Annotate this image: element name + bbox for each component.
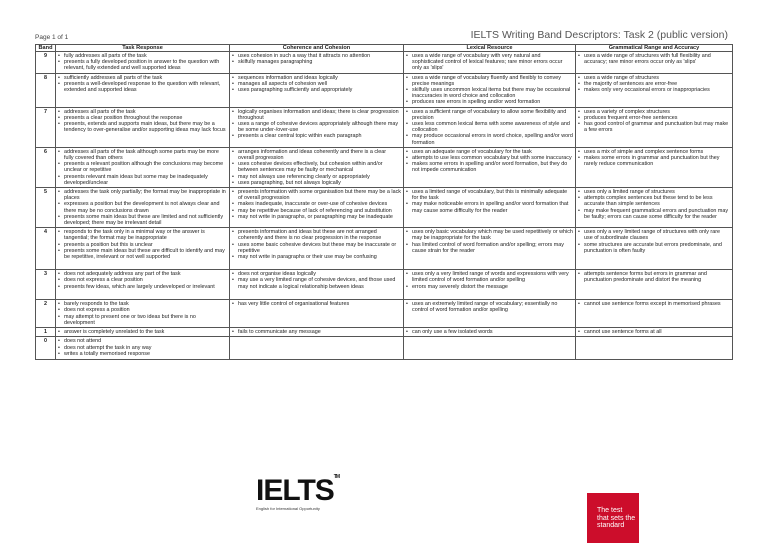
descriptor-item: • uses paragraphing, but not always logically <box>232 180 401 186</box>
task-cell <box>56 107 230 147</box>
descriptor-list <box>58 229 227 260</box>
descriptor-item: • addresses all parts of the task <box>58 109 227 115</box>
descriptor-item: • manages all aspects of cohesion well <box>232 81 401 87</box>
task-cell <box>56 300 230 328</box>
descriptor-list <box>578 271 730 283</box>
descriptor-item: • may make noticeable errors in spelling and/or word formation that may cause some difficulty for the reader <box>406 201 573 213</box>
descriptor-item: • presents few ideas, which are largely undeveloped or irrelevant <box>58 284 227 290</box>
descriptor-item: • fails to communicate any message <box>232 329 401 335</box>
table-row <box>36 328 733 337</box>
descriptor-item: • uses an adequate range of vocabulary for the task <box>406 149 573 155</box>
coherence-cell <box>230 328 404 337</box>
lexical-cell <box>404 73 576 107</box>
descriptor-list <box>578 149 730 168</box>
descriptor-list <box>406 189 573 214</box>
descriptor-list <box>232 329 401 335</box>
band-number: 1 <box>36 328 56 337</box>
descriptor-item: • uses a limited range of vocabulary, but this is minimally adequate for the task <box>406 189 573 201</box>
column-header: Coherence and Cohesion <box>230 45 404 52</box>
coherence-cell <box>230 73 404 107</box>
descriptor-item: • skilfully manages paragraphing <box>232 59 401 65</box>
task-cell <box>56 328 230 337</box>
descriptor-item: • may not write in paragraphs or their use may be confusing <box>232 254 401 260</box>
descriptor-item: • cannot use sentence forms except in memorised phrases <box>578 301 730 307</box>
grammar-cell <box>576 52 733 74</box>
band-number: 0 <box>36 337 56 360</box>
descriptor-item: • has limited control of word formation and/or spelling; errors may cause strain for the reader <box>406 242 573 254</box>
descriptor-item: • errors may severely distort the message <box>406 284 573 290</box>
descriptor-list <box>578 53 730 65</box>
descriptor-list <box>406 301 573 313</box>
table-header-row <box>36 45 733 52</box>
descriptor-list <box>578 229 730 254</box>
descriptor-item: • presents a well-developed response to the question with relevant, extended and supported ideas <box>58 81 227 93</box>
descriptor-list <box>578 75 730 94</box>
descriptor-item: • uses a range of cohesive devices appropriately although there may be some under-/over-use <box>232 121 401 133</box>
descriptor-item: • has good control of grammar and punctuation but may make a few errors <box>578 121 730 133</box>
descriptor-list <box>406 271 573 290</box>
lexical-cell <box>404 52 576 74</box>
descriptor-list <box>232 75 401 94</box>
table-row <box>36 300 733 328</box>
table-row <box>36 188 733 228</box>
descriptor-item: • sequences information and ideas logically <box>232 75 401 81</box>
coherence-cell <box>230 270 404 300</box>
grammar-cell <box>576 328 733 337</box>
coherence-cell <box>230 188 404 228</box>
band-number: 6 <box>36 147 56 187</box>
page-label: Page 1 of 1 <box>35 34 69 41</box>
descriptor-item: • does not attend <box>58 338 227 344</box>
descriptor-item: • the majority of sentences are error-free <box>578 81 730 87</box>
descriptor-list <box>232 109 401 140</box>
descriptor-item: • does not organise ideas logically <box>232 271 401 277</box>
descriptor-list <box>232 53 401 65</box>
descriptor-item: • responds to the task only in a minimal way or the answer is tangential; the format may be inappropriate <box>58 229 227 241</box>
coherence-cell <box>230 337 404 360</box>
descriptor-item: • does not express a clear position <box>58 277 227 283</box>
descriptor-item: • expresses a position but the development is not always clear and there may be no conclusions drawn <box>58 201 227 213</box>
descriptor-list <box>58 338 227 357</box>
descriptor-item: • presents a fully developed position in answer to the question with relevant, fully extended and well supported ideas <box>58 59 227 71</box>
descriptor-list <box>406 75 573 106</box>
descriptor-list <box>58 53 227 72</box>
descriptor-item: • logically organises information and ideas; there is clear progression throughout <box>232 109 401 121</box>
lexical-cell <box>404 147 576 187</box>
grammar-cell <box>576 188 733 228</box>
descriptor-item: • does not attempt the task in any way <box>58 345 227 351</box>
descriptor-item: • presents, extends and supports main ideas, but there may be a tendency to over-generalise and/or supporting ideas may lack focus <box>58 121 227 133</box>
lexical-cell <box>404 328 576 337</box>
descriptor-item: • some structures are accurate but errors predominate, and punctuation is often faulty <box>578 242 730 254</box>
logo-tagline: English for International Opportunity <box>256 506 320 511</box>
task-cell <box>56 73 230 107</box>
table-row <box>36 270 733 300</box>
task-cell <box>56 228 230 270</box>
table-row <box>36 147 733 187</box>
descriptor-item: • uses a wide range of structures <box>578 75 730 81</box>
descriptor-item: • uses a wide range of vocabulary with very natural and sophisticated control of lexical features; rare minor errors occur only as 'slips' <box>406 53 573 72</box>
descriptor-item: • writes a totally memorised response <box>58 351 227 357</box>
descriptor-item: • addresses all parts of the task although some parts may be more fully covered than others <box>58 149 227 161</box>
column-header: Grammatical Range and Accuracy <box>576 45 733 52</box>
descriptor-item: • uses a sufficient range of vocabulary to allow some flexibility and precision <box>406 109 573 121</box>
table-row <box>36 337 733 360</box>
descriptor-list <box>58 149 227 186</box>
band-number: 9 <box>36 52 56 74</box>
lexical-cell <box>404 337 576 360</box>
band-number: 4 <box>36 228 56 270</box>
coherence-cell <box>230 107 404 147</box>
descriptor-item: • uses some basic cohesive devices but these may be inaccurate or repetitive <box>232 242 401 254</box>
task-cell <box>56 52 230 74</box>
descriptor-item: • uses an extremely limited range of vocabulary; essentially no control of word formation and/or spelling <box>406 301 573 313</box>
badge-line: standard <box>597 522 625 529</box>
coherence-cell <box>230 52 404 74</box>
badge-line: that sets the <box>597 514 636 522</box>
descriptor-list <box>58 75 227 94</box>
coherence-cell <box>230 300 404 328</box>
descriptor-list <box>58 271 227 290</box>
band-number: 2 <box>36 300 56 328</box>
descriptor-item: • presents some main ideas but these are difficult to identify and may be repetitive, irrelevant or not well supported <box>58 248 227 260</box>
descriptor-item: • presents information with some organisation but there may be a lack of overall progression <box>232 189 401 201</box>
grammar-cell <box>576 73 733 107</box>
descriptor-item: • may produce occasional errors in word choice, spelling and/or word formation <box>406 133 573 145</box>
descriptor-list <box>58 109 227 134</box>
table-row <box>36 107 733 147</box>
descriptor-item: • uses a wide range of structures with full flexibility and accuracy; rare minor errors occur only as 'slips' <box>578 53 730 65</box>
descriptor-list <box>58 189 227 226</box>
lexical-cell <box>404 270 576 300</box>
descriptor-item: • presents a clear position throughout the response <box>58 115 227 121</box>
table-row <box>36 73 733 107</box>
descriptor-item: • may be repetitive because of lack of referencing and substitution <box>232 208 401 214</box>
standard-badge <box>587 493 639 543</box>
descriptor-list <box>578 189 730 220</box>
task-cell <box>56 188 230 228</box>
grammar-cell <box>576 337 733 360</box>
grammar-cell <box>576 300 733 328</box>
descriptor-item: • uses only a very limited range of words and expressions with very limited control of word formation and/or spelling <box>406 271 573 283</box>
descriptor-item: • may make frequent grammatical errors and punctuation may be faulty; errors can cause some difficulty for the reader <box>578 208 730 220</box>
descriptor-list <box>578 329 730 335</box>
descriptor-item: • cannot use sentence forms at all <box>578 329 730 335</box>
descriptor-item: • arranges information and ideas coherently and there is a clear overall progression <box>232 149 401 161</box>
descriptor-item: • attempts to use less common vocabulary but with some inaccuracy <box>406 155 573 161</box>
grammar-cell <box>576 270 733 300</box>
column-header: Task Response <box>56 45 230 52</box>
descriptor-item: • produces frequent error-free sentences <box>578 115 730 121</box>
descriptor-list <box>578 109 730 134</box>
descriptor-list <box>406 329 573 335</box>
descriptor-item: • makes inadequate, inaccurate or over-use of cohesive devices <box>232 201 401 207</box>
descriptor-item: • fully addresses all parts of the task <box>58 53 227 59</box>
column-header: Band <box>36 45 56 52</box>
descriptor-item: • may attempt to present one or two ideas but there is no development <box>58 314 227 326</box>
descriptor-item: • can only use a few isolated words <box>406 329 573 335</box>
descriptor-item: • makes some errors in grammar and punctuation but they rarely reduce communication <box>578 155 730 167</box>
descriptor-item: • does not express a position <box>58 307 227 313</box>
ielts-logo <box>256 474 340 511</box>
logo-tm: TM <box>333 474 340 480</box>
descriptor-item: • may use a very limited range of cohesive devices, and those used may not indicate a logical relationship between ideas <box>232 277 401 289</box>
descriptor-item: • attempts sentence forms but errors in grammar and punctuation predominate and distort the meaning <box>578 271 730 283</box>
descriptor-item: • presents a relevant position although the conclusions may become unclear or repetitive <box>58 161 227 173</box>
descriptor-item: • sufficiently addresses all parts of the task <box>58 75 227 81</box>
descriptor-item: • uses only basic vocabulary which may be used repetitively or which may be inappropriate for the task <box>406 229 573 241</box>
descriptor-item: • presents information and ideas but these are not arranged coherently and there is no clear progression in the response <box>232 229 401 241</box>
band-number: 3 <box>36 270 56 300</box>
descriptor-item: • answer is completely unrelated to the task <box>58 329 227 335</box>
band-descriptor-table <box>35 44 733 360</box>
descriptor-list <box>58 301 227 326</box>
descriptor-list <box>232 149 401 186</box>
descriptor-item: • uses less common lexical items with some awareness of style and collocation <box>406 121 573 133</box>
descriptor-item: • does not adequately address any part of the task <box>58 271 227 277</box>
task-cell <box>56 337 230 360</box>
lexical-cell <box>404 300 576 328</box>
grammar-cell <box>576 228 733 270</box>
descriptor-list <box>578 301 730 307</box>
table-row <box>36 228 733 270</box>
descriptor-item: • produces rare errors in spelling and/or word formation <box>406 99 573 105</box>
descriptor-item: • presents relevant main ideas but some may be inadequately developed/unclear <box>58 174 227 186</box>
lexical-cell <box>404 228 576 270</box>
descriptor-item: • may not always use referencing clearly or appropriately <box>232 174 401 180</box>
descriptor-item: • presents a position but this is unclear <box>58 242 227 248</box>
descriptor-list <box>406 53 573 72</box>
descriptor-item: • barely responds to the task <box>58 301 227 307</box>
descriptor-item: • has very little control of organisational features <box>232 301 401 307</box>
descriptor-list <box>232 271 401 290</box>
descriptor-list <box>232 301 401 307</box>
descriptor-list <box>406 109 573 146</box>
band-number: 8 <box>36 73 56 107</box>
descriptor-item: • uses a mix of simple and complex sentence forms <box>578 149 730 155</box>
descriptor-list <box>58 329 227 335</box>
descriptor-item: • uses a wide range of vocabulary fluently and flexibly to convey precise meanings <box>406 75 573 87</box>
grammar-cell <box>576 147 733 187</box>
lexical-cell <box>404 188 576 228</box>
band-number: 5 <box>36 188 56 228</box>
column-header: Lexical Resource <box>404 45 576 52</box>
descriptor-item: • may not write in paragraphs, or paragraphing may be inadequate <box>232 214 401 220</box>
task-cell <box>56 147 230 187</box>
descriptor-item: • uses only a limited range of structures <box>578 189 730 195</box>
descriptor-item: • uses only a very limited range of structures with only rare use of subordinate clauses <box>578 229 730 241</box>
task-cell <box>56 270 230 300</box>
descriptor-list <box>232 189 401 220</box>
descriptor-item: • makes some errors in spelling and/or word formation, but they do not impede communication <box>406 161 573 173</box>
badge-line: The test <box>597 507 623 514</box>
descriptor-list <box>406 149 573 174</box>
descriptor-item: • uses a variety of complex structures <box>578 109 730 115</box>
descriptor-item: • uses paragraphing sufficiently and appropriately <box>232 87 401 93</box>
coherence-cell <box>230 147 404 187</box>
descriptor-item: • makes only very occasional errors or inappropriacies <box>578 87 730 93</box>
document-title: IELTS Writing Band Descriptors: Task 2 (public version) <box>470 29 728 41</box>
descriptor-item: • addresses the task only partially; the format may be inappropriate in places <box>58 189 227 201</box>
logo-word: IELTS <box>256 474 334 507</box>
descriptor-list <box>232 229 401 260</box>
lexical-cell <box>404 107 576 147</box>
table-row <box>36 52 733 74</box>
descriptor-item: • attempts complex sentences but these tend to be less accurate than simple sentences <box>578 195 730 207</box>
grammar-cell <box>576 107 733 147</box>
descriptor-item: • skilfully uses uncommon lexical items but there may be occasional inaccuracies in word choice and collocation <box>406 87 573 99</box>
descriptor-item: • uses cohesive devices effectively, but cohesion within and/or between sentences may be faulty or mechanical <box>232 161 401 173</box>
coherence-cell <box>230 228 404 270</box>
descriptor-list <box>406 229 573 254</box>
descriptor-item: • presents some main ideas but these are limited and not sufficiently developed; there may be irrelevant detail <box>58 214 227 226</box>
band-number: 7 <box>36 107 56 147</box>
descriptor-item: • uses cohesion in such a way that it attracts no attention <box>232 53 401 59</box>
descriptor-item: • presents a clear central topic within each paragraph <box>232 133 401 139</box>
